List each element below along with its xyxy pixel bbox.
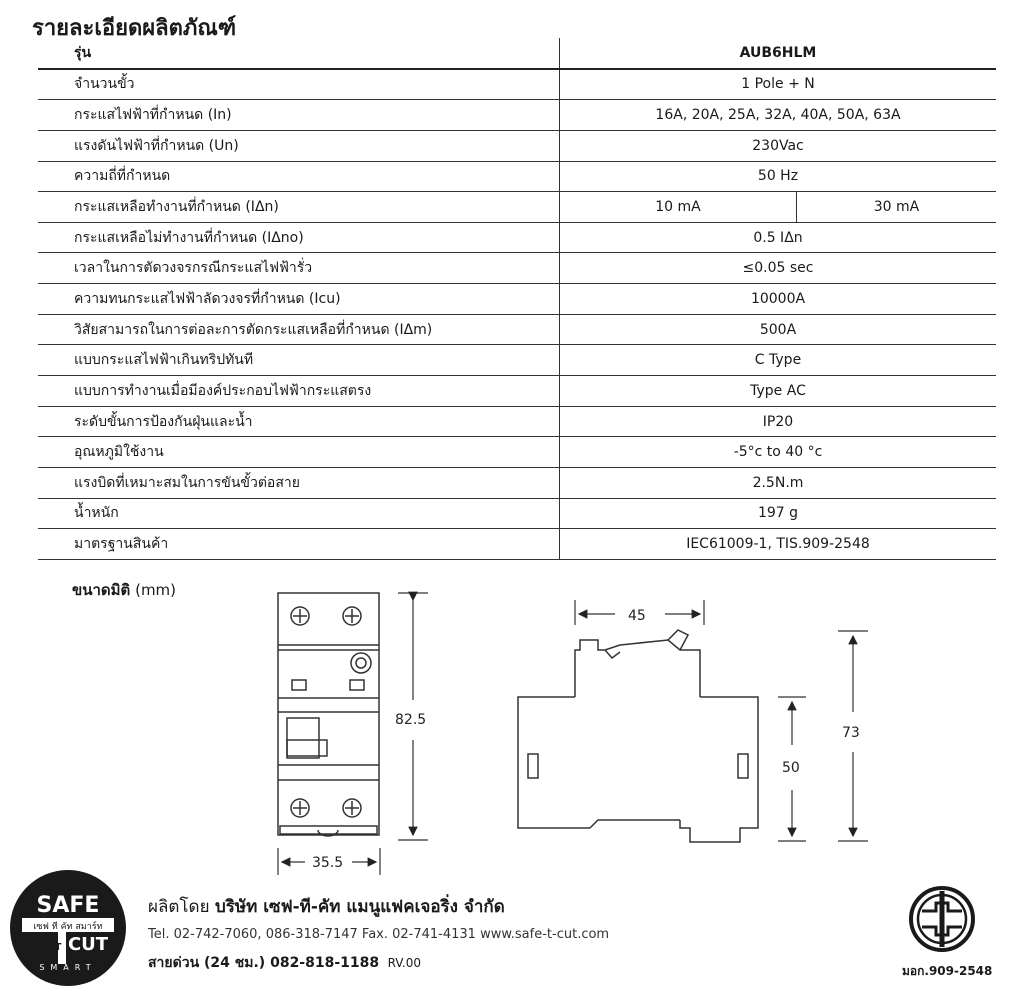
manufacturer-name: บริษัท เซฟ-ที-คัท แมนูแฟคเจอริ่ง จำกัด [214,897,505,917]
header-model: AUB6HLM [560,38,997,69]
row-value: Type AC [560,376,997,407]
dimensions-title-bold: ขนาดมิติ [72,581,131,599]
row-label: แบบกระแสไฟฟ้าเกินทริปทันที [38,345,560,376]
manufacturer-prefix: ผลิตโดย [148,897,210,917]
row-label: อุณหภูมิใช้งาน [38,437,560,468]
row-value-30ma: 30 mA [797,192,997,223]
row-label: กระแสไฟฟ้าที่กำหนด (In) [38,100,560,131]
side-view-drawing [518,630,758,842]
row-label: มาตรฐานสินค้า [38,529,560,560]
row-value: 500A [560,314,997,345]
row-value: ≤0.05 sec [560,253,997,284]
front-width-label: 35.5 [312,855,344,871]
row-value-10ma: 10 mA [560,192,797,223]
manufacturer-line [148,893,505,920]
hotline-text: สายด่วน (24 ชม.) 082-818-1188 [148,955,380,971]
row-value: -5°c to 40 °c [560,437,997,468]
safe-t-cut-logo [8,868,128,988]
logo-t-text: T [54,942,62,953]
row-label: ความถี่ที่กำหนด [38,161,560,192]
row-value: 2.5N.m [560,467,997,498]
row-label: ระดับขั้นการป้องกันฝุ่นและน้ำ [38,406,560,437]
row-value: 10000A [560,284,997,315]
logo-cut-text: CUT [67,934,109,955]
row-label: กระแสเหลือทำงานที่กำหนด (IΔn) [38,192,560,223]
row-label: วิสัยสามารถในการต่อละการตัดกระแสเหลือที่กำหนด (IΔm) [38,314,560,345]
row-label: แรงดันไฟฟ้าที่กำหนด (Un) [38,130,560,161]
tis-standard-text: มอก.909-2548 [902,964,993,978]
front-height-label: 82.5 [395,712,427,728]
row-value: C Type [560,345,997,376]
row-label: กระแสเหลือไม่ทำงานที่กำหนด (IΔno) [38,222,560,253]
dimensions-unit: (mm) [135,581,177,599]
header-label: รุ่น [38,38,560,69]
row-value: 0.5 IΔn [560,222,997,253]
hotline-line [148,952,421,974]
page-title: รายละเอียดผลิตภัณฑ์ [32,16,237,41]
row-value: 230Vac [560,130,997,161]
side-top-width-label: 45 [628,608,646,624]
contact-info: Tel. 02-742-7060, 086-318-7147 Fax. 02-741-4131 www.safe-t-cut.com [148,927,610,942]
revision-text: RV.00 [387,956,422,970]
row-label: เวลาในการตัดวงจรกรณีกระแสไฟฟ้ารั่ว [38,253,560,284]
row-label: ความทนกระแสไฟฟ้าลัดวงจรที่กำหนด (Icu) [38,284,560,315]
row-label: น้ำหนัก [38,498,560,529]
tis-standard-mark-icon [908,885,976,953]
row-value: 50 Hz [560,161,997,192]
row-label: แรงบิดที่เหมาะสมในการขันขั้วต่อสาย [38,467,560,498]
row-label: จำนวนขั้ว [38,69,560,100]
logo-top-text: SAFE [36,893,100,918]
row-label: แบบการทำงานเมื่อมีองค์ประกอบไฟฟ้ากระแสตรง [38,376,560,407]
row-value: 16A, 20A, 25A, 32A, 40A, 50A, 63A [560,100,997,131]
side-body-height-label: 50 [782,760,800,776]
row-value: IP20 [560,406,997,437]
logo-bottom-text: SMART [39,963,97,972]
row-value: IEC61009-1, TIS.909-2548 [560,529,997,560]
row-value: 197 g [560,498,997,529]
front-view-drawing [278,593,379,836]
row-value: 1 Pole + N [560,69,997,100]
side-total-height-label: 73 [842,725,860,741]
logo-mid-text: เซฟ ที คัท สมาร์ท [33,922,103,932]
